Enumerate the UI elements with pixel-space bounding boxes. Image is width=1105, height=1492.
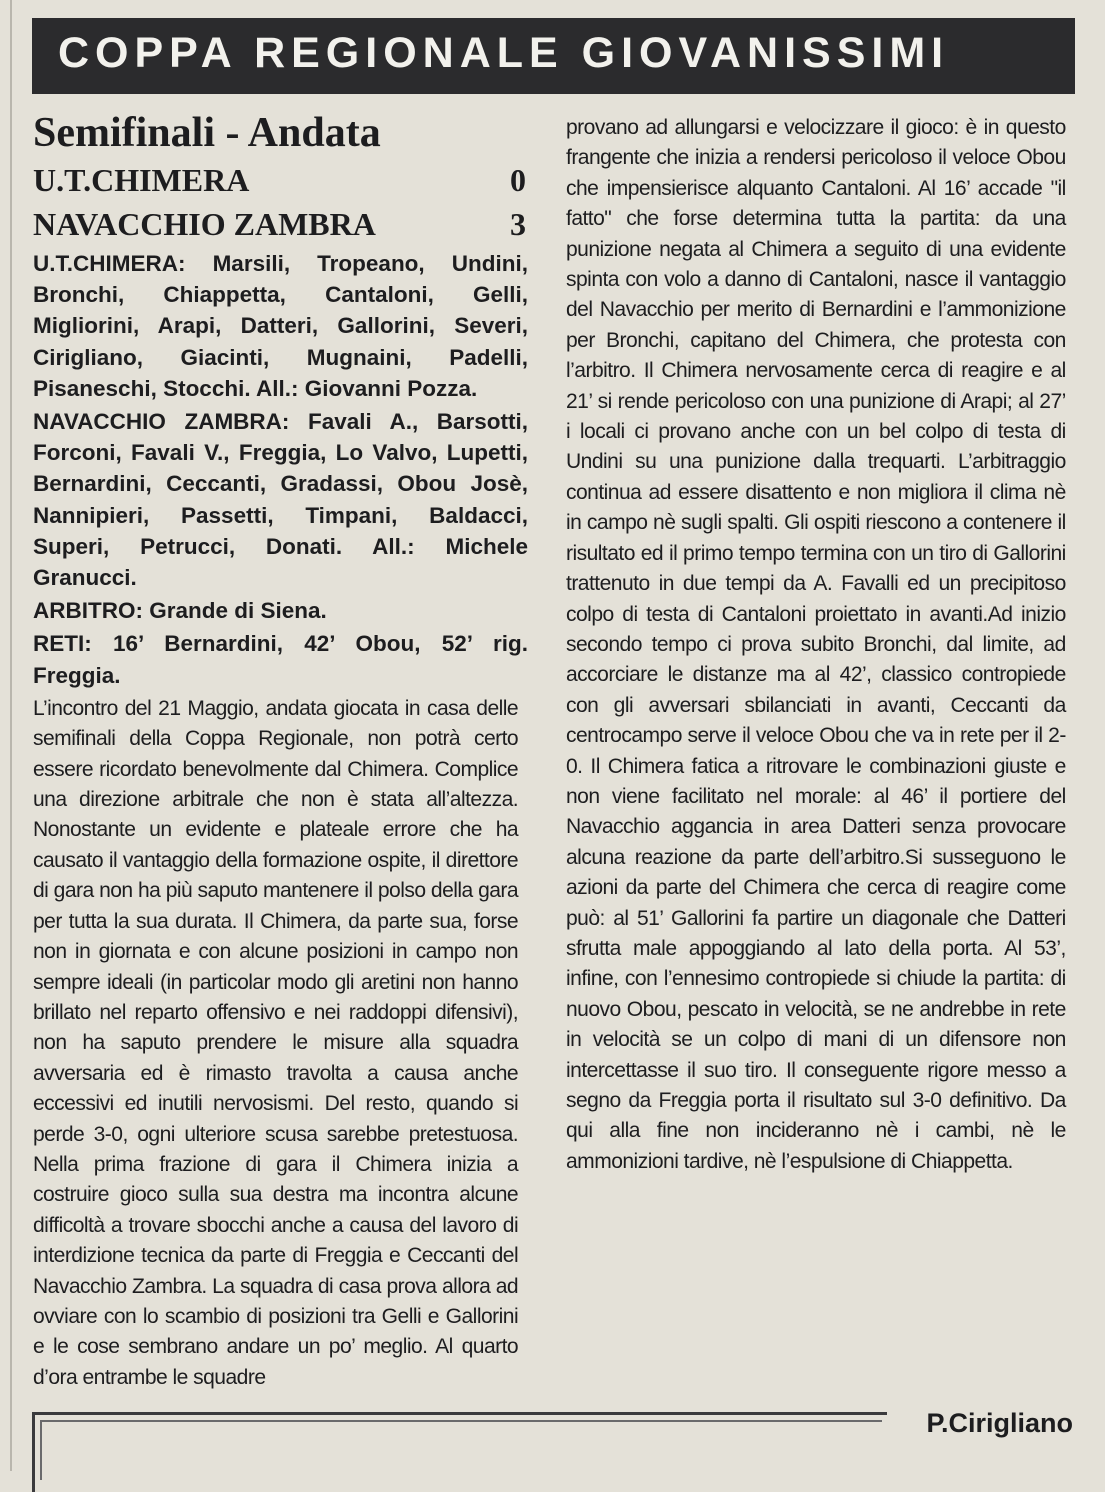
goals-line: RETI: 16’ Bernardini, 42’ Obou, 52’ rig. Freggia. [33, 631, 528, 688]
away-score: 3 [510, 206, 526, 242]
away-lineup: NAVACCHIO ZAMBRA: Favali A., Barsotti, Forconi, Favali V., Freggia, Lo Valvo, Lupetti, Bernardini, Ceccanti, Gradassi, Obou Josè, Nannipieri, Passetti, Timpani, Baldacci, Superi, Petrucci, Donati. All.: Michele Granucci. [33, 409, 528, 591]
match-subtitle: Semifinali - Andata [33, 110, 381, 156]
home-score: 0 [510, 162, 526, 198]
away-team-name: NAVACCHIO ZAMBRA [33, 206, 376, 242]
article-body-right: provano ad allungarsi e velocizzare il gioco: è in questo frangente che inizia a rendersi pericoloso il veloce Obou che impensierisce alquanto Cantaloni. Al 16’ accade "il fatto" che forse determina tutta la partita: da una punizione negata al Chimera a seguito di una evidente spinta con volo a danno di Cantaloni, nasce il vantaggio del Navacchio per merito di Bernardini e l’ammonizione per Bronchi, capitano del Chimera, che protesta con l’arbitro. Il Chimera nervosamente cerca di reagire e al 21’ si rende pericoloso con una punizione di Arapi; al 27’ i locali ci provano anche con un bel colpo di testa di Undini su una punizione dalla trequarti. L’arbitraggio continua ad essere disattento e non migliora il clima nè in campo nè sugli spalti. Gli ospiti riescono a contenere il risultato ed il primo tempo termina con un tiro di Gallorini trattenuto in due tempi da A. Favalli ed un precipitoso colpo di testa di Cantaloni proiettato in avanti.Ad inizio secondo tempo ci prova subito Bronchi, dal limite, ad accorciare le distanze ma al 42’, classico contropiede con gli avversari sbilanciati in avanti, Ceccanti da centrocampo serve il veloce Obou che va in rete per il 2-0. Il Chimera fatica a ritrovare le combinazioni giuste e non viene facilitato nel morale: al 46’ il portiere del Navacchio aggancia in area Datteri senza provocare alcuna reazione da parte dell’arbitro.Si susseguono le azioni da parte del Chimera che cerca di reagire come può: al 51’ Gallorini fa partire un diagonale che Datteri sfrutta male appoggiando al lato della porta. Al 53’, infine, con l’ennesimo contropiede si chiude la partita: di nuovo Obou, pescato in velocità, se ne andrebbe in rete in velocità se un colpo di mani di un difensore non intercettasse il suo tiro. Il conseguente rigore messo a segno da Freggia porta il risultato sul 3-0 definitivo. Da qui alla fine non incideranno nè i cambi, nè le ammonizioni tardive, nè l’espulsione di Chiappetta. [566, 115, 1066, 1173]
bottom-frame-inner [40, 1420, 882, 1480]
home-team-name: U.T.CHIMERA [33, 162, 250, 198]
right-column [566, 112, 1076, 1176]
away-score-row [33, 202, 528, 246]
left-column [33, 108, 528, 1392]
banner-title: COPPA REGIONALE GIOVANISSIMI [58, 29, 950, 77]
home-score-row [33, 158, 528, 202]
page-edge-line [10, 0, 12, 1471]
home-lineup: U.T.CHIMERA: Marsili, Tropeano, Undini, Bronchi, Chiappetta, Cantaloni, Gelli, Migliorini, Arapi, Datteri, Gallorini, Severi, Cirigliano, Giacinti, Mugnaini, Padelli, Pisaneschi, Stocchi. All.: Giovanni Pozza. [33, 251, 528, 401]
section-banner [32, 18, 1075, 94]
article-body-left: L’incontro del 21 Maggio, andata giocata in casa delle semifinali della Coppa Regionale, non potrà certo essere ricordato benevolmente dal Chimera. Complice una direzione arbitrale che non è stata all’altezza. Nonostante un evidente e plateale errore che ha causato il vantaggio della formazione ospite, il direttore di gara non ha più saputo mantenere il polso della gara per tutta la sua durata. Il Chimera, da parte sua, forse non in giornata e con alcune posizioni in campo non sempre ideali (in particolar modo gli aretini non hanno brillato nel reparto offensivo e nei raddoppi difensivi), non ha saputo prendere le misure alla squadra avversaria ed è rimasto travolta a causa anche eccessivi ed inutili nervosismi. Del resto, quando si perde 3-0, ogni ulteriore scusa sarebbe pretestuosa. Nella prima frazione di gara il Chimera inizia a costruire gioco sulla sua destra ma incontra alcune difficoltà a trovare sbocchi anche a causa del lavoro di interdizione tecnica da parte di Freggia e Ceccanti del Navacchio Zambra. La squadra di casa prova allora ad ovviare con lo scambio di posizioni tra Gelli e Gallorini e le cose sembrano andare un po’ meglio. Al quarto d’ora entrambe le squadre [33, 695, 519, 1389]
author-byline: P.Cirigliano [926, 1408, 1073, 1438]
referee-line: ARBITRO: Grande di Siena. [33, 598, 327, 624]
